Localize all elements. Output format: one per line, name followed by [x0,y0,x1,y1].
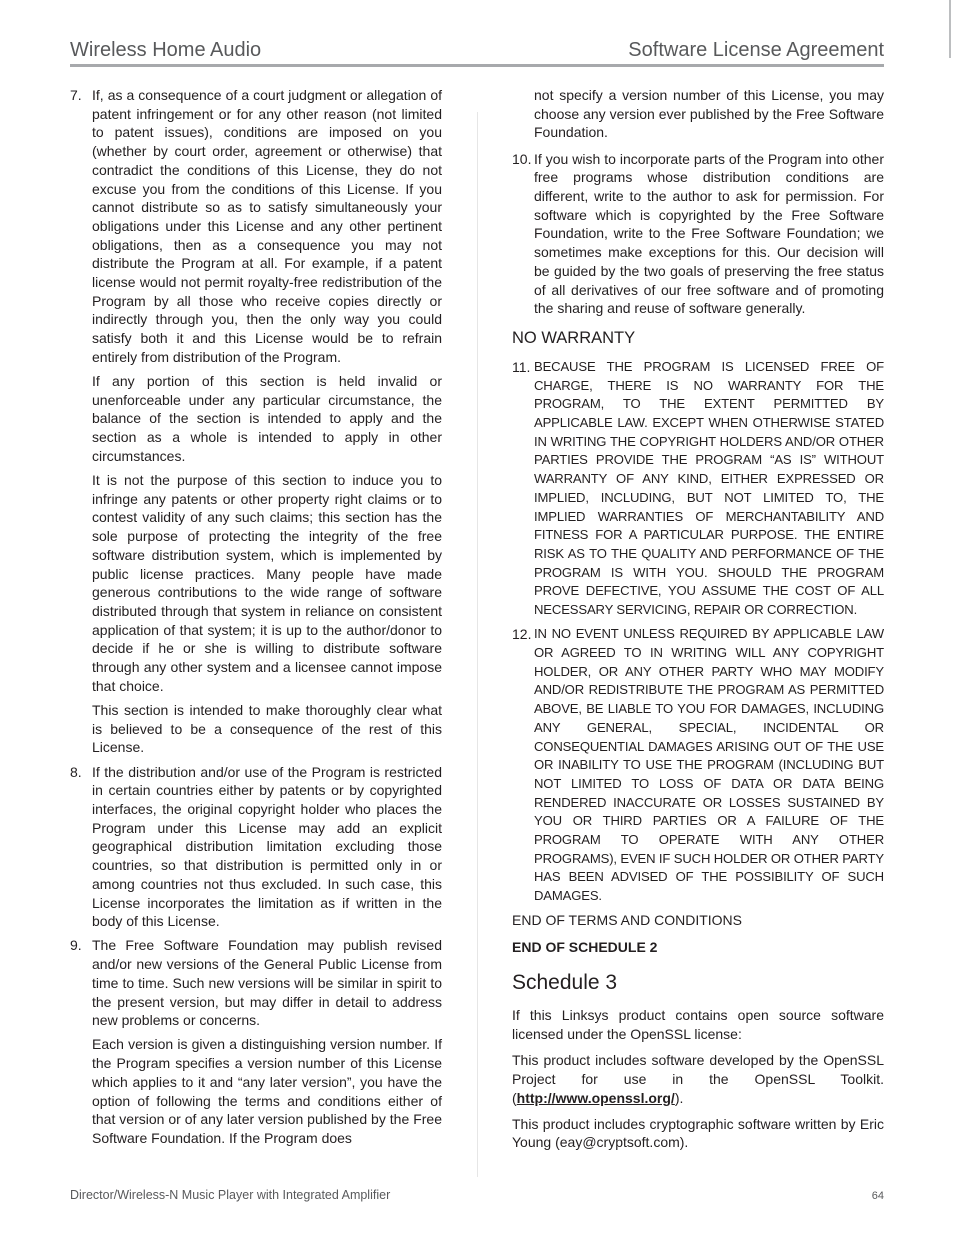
header-divider [70,64,884,67]
paragraph: This section is intended to make thoroughly clear what is believed to be a consequence of the rest of this License. [92,702,442,756]
item-body [92,936,442,1147]
text: This product includes software developed by the OpenSSL Project for use in the OpenSSL Toolkit. ( [512,1052,884,1106]
paragraph: If, as a consequence of a court judgment or allegation of patent infringement or for any other reason (not limited to patent issues), conditions are imposed on you (whether by court order, agreement or otherwise) that contradict the conditions of this License, they do not excuse you from the conditions of this License. If you cannot distribute so as to satisfy simultaneously your obligations under this License and any other pertinent obligations, then as a consequence you may not distribute the Program at all. For example, if a patent license would not permit royalty-free redistribution of the Program by all those who receive copies directly or indirectly through you, then the only way you could satisfy both it and this License would be to refrain entirely from distribution of the Program. [92,87,442,365]
item-number: 10. [512,150,532,167]
header-product-title: Wireless Home Audio [70,39,262,61]
end-of-schedule: END OF SCHEDULE 2 [512,938,658,955]
item-number: 12. [512,626,532,643]
right-column [512,86,884,1160]
page-edge-mark [949,0,951,58]
header-section-title: Software License Agreement [628,39,884,61]
list-item-11 [512,358,884,620]
paragraph: If you wish to incorporate parts of the Program into other free programs whose distribution conditions are different, write to the author to ask for permission. For software which is copyrighted by the Free Software Foundation, write to the Free Software Foundation; we sometimes make exceptions for this. Our decision will be guided by the two goals of preserving the free status of all derivatives of our free software and of promoting the sharing and reuse of software generally. [534,150,884,317]
schedule-3-heading: Schedule 3 [512,971,618,995]
item-number: 8. [70,763,82,780]
paragraph: It is not the purpose of this section to induce you to infringe any patents or other property right claims or to contest validity of any such claims; this section has the sole purpose of protecting the integrity of the free software distribution system, which is implemented by public license practices. Many people have made generous contributions to the wide range of software distributed through that system in reliance on consistent application of that system; it is up to the author/donor to decide if he or she is willing to distribute software through any other system and a licensee cannot impose that choice. [92,472,442,694]
column-divider [477,112,478,1177]
paragraph: If any portion of this section is held invalid or unenforceable under any particular circumstance, the balance of the section is intended to apply and the section as a whole is intended to apply in other circumstances. [92,373,442,464]
no-warranty-heading: NO WARRANTY [512,328,636,347]
item-number: 9. [70,937,82,954]
paragraph: IN NO EVENT UNLESS REQUIRED BY APPLICABLE LAW OR AGREED TO IN WRITING WILL ANY COPYRIGHT HOLDER, OR ANY OTHER PARTY WHO MAY MODIFY AND/OR REDISTRIBUTE THE PROGRAM AS PERMITTED ABOVE, BE LIABLE TO YOU FOR DAMAGES, INCLUDING ANY GENERAL, SPECIAL, INCIDENTAL OR CONSEQUENTIAL DAMAGES ARISING OUT OF THE USE OR INABILITY TO USE THE PROGRAM (INCLUDING BUT NOT LIMITED TO LOSS OF DATA OR DATA BEING RENDERED INACCURATE OR LOSSES SUSTAINED BY YOU OR THIRD PARTIES OR A FAILURE OF THE PROGRAM TO OPERATE WITH ANY OTHER PROGRAMS), EVEN IF SUCH HOLDER OR OTHER PARTY HAS BEEN ADVISED OF THE POSSIBILITY OF SUCH DAMAGES. [534,626,884,904]
item-body [534,358,884,620]
paragraph: If this Linksys product contains open source software licensed under the OpenSSL license: [512,1007,884,1042]
item-body [92,763,442,931]
page-number: 64 [871,1190,884,1202]
list-item-8 [70,763,442,931]
paragraph: If the distribution and/or use of the Program is restricted in certain countries either by patents or by copyrighted interfaces, the original copyright holder who places the Program under this License may add an explicit geographical distribution limitation excluding those countries, so that distribution is permitted only in or among countries not thus excluded. In such case, this License incorporates the limitation as if written in the body of this License. [92,763,442,930]
list-item-10 [512,150,884,318]
paragraph: Each version is given a distinguishing version number. If the Program specifies a version number of this License which applies to it and “any later version”, you have the option of following the terms and conditions either of that version or of any later version published by the Free Software Foundation. If the Program does [92,1036,442,1146]
item-number: 7. [70,87,82,103]
paragraph [512,1051,884,1107]
list-item-12 [512,625,884,906]
item-body [92,86,442,757]
end-of-terms: END OF TERMS AND CONDITIONS [512,912,742,929]
item-9-continuation: not specify a version number of this License, you may choose any version ever published by the Free Software Foundation. [534,87,884,141]
paragraph: This product includes cryptographic software written by Eric Young (eay@cryptsoft.com). [512,1115,884,1151]
footer-product-name: Director/Wireless-N Music Player with Integrated Amplifier [70,1188,391,1202]
paragraph: BECAUSE THE PROGRAM IS LICENSED FREE OF CHARGE, THERE IS NO WARRANTY FOR THE PROGRAM, TO THE EXTENT PERMITTED BY APPLICABLE LAW. EXCEPT WHEN OTHERWISE STATED IN WRITING THE COPYRIGHT HOLDERS AND/OR OTHER PARTIES PROVIDE THE PROGRAM “AS IS” WITHOUT WARRANTY OF ANY KIND, EITHER EXPRESSED OR IMPLIED, INCLUDING, BUT NOT LIMITED TO, THE IMPLIED WARRANTIES OF MERCHANTABILITY AND FITNESS FOR A PARTICULAR PURPOSE. THE ENTIRE RISK AS TO THE QUALITY AND PERFORMANCE OF THE PROGRAM IS WITH YOU. SHOULD THE PROGRAM PROVE DEFECTIVE, YOU ASSUME THE COST OF ALL NECESSARY SERVICING, REPAIR OR CORRECTION. [534,358,884,618]
list-item-9 [70,936,442,1147]
item-body [534,150,884,318]
left-column [70,86,442,1153]
item-number: 11. [512,358,531,375]
item-body [534,625,884,906]
paragraph: The Free Software Foundation may publish revised and/or new versions of the General Public License from time to time. Such new versions will be similar in spirit to the present version, but may differ in detail to address new problems or concerns. [92,937,442,1029]
text: ). [674,1089,684,1106]
list-item-7 [70,86,442,757]
openssl-link[interactable]: http://www.openssl.org/ [516,1089,675,1106]
